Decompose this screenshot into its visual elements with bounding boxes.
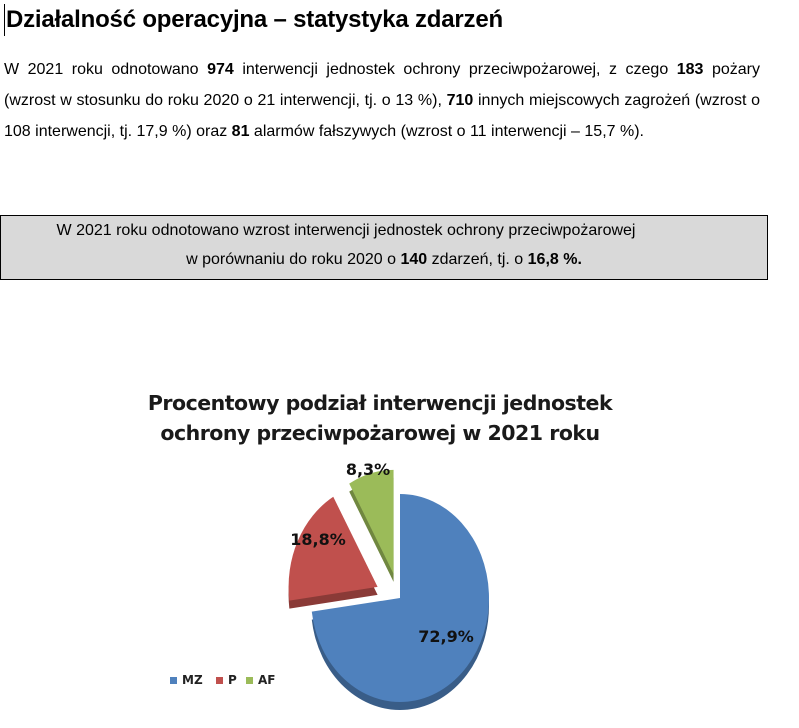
fires-value: 183 [676, 61, 704, 78]
page-heading: Działalność operacyjna – statystyka zdarzeń [4, 4, 503, 36]
legend-swatch [170, 677, 177, 684]
chart-title-line-1: Procentowy podział interwencji jednostek [147, 391, 613, 415]
legend-label: P [228, 673, 237, 687]
legend-label: MZ [182, 673, 203, 687]
legend-label: AF [258, 673, 276, 687]
increase-count-value: 140 [400, 251, 428, 268]
legend-swatch [246, 677, 253, 684]
pie-label-mz: 72,9% [418, 627, 474, 646]
false-alarms-value: 81 [231, 123, 250, 140]
summary-line-1: W 2021 roku odnotowano wzrost interwencji jednostek ochrony przeciwpożarowej [56, 222, 636, 239]
pie-label-af: 8,3% [345, 460, 391, 479]
summary-line-2: w porównaniu do roku 2020 o 140 zdarzeń, tj. o 16,8 %. [186, 251, 582, 268]
chart-title-line-2: ochrony przeciwpożarowej w 2021 roku [160, 421, 600, 445]
statistics-paragraph: W 2021 roku odnotowano 974 interwencji jednostek ochrony przeciwpożarowej, z czego 183 pożary (wzrost w stosunku do roku 2020 o 21 interwencji, tj. o 13 %), 710 innych miejscowych zagrożeń (wzrost o 108 interwencji, tj. 17,9 %) oraz 81 alarmów fałszywych (wzrost o 11 interwencji – 15,7 %). [4, 61, 760, 140]
pie-label-p: 18,8% [290, 530, 346, 549]
total-interventions-value: 974 [207, 61, 234, 78]
legend-swatch [216, 677, 223, 684]
increase-percent-value: 16,8 %. [527, 251, 582, 268]
local-threats-value: 710 [446, 92, 474, 109]
